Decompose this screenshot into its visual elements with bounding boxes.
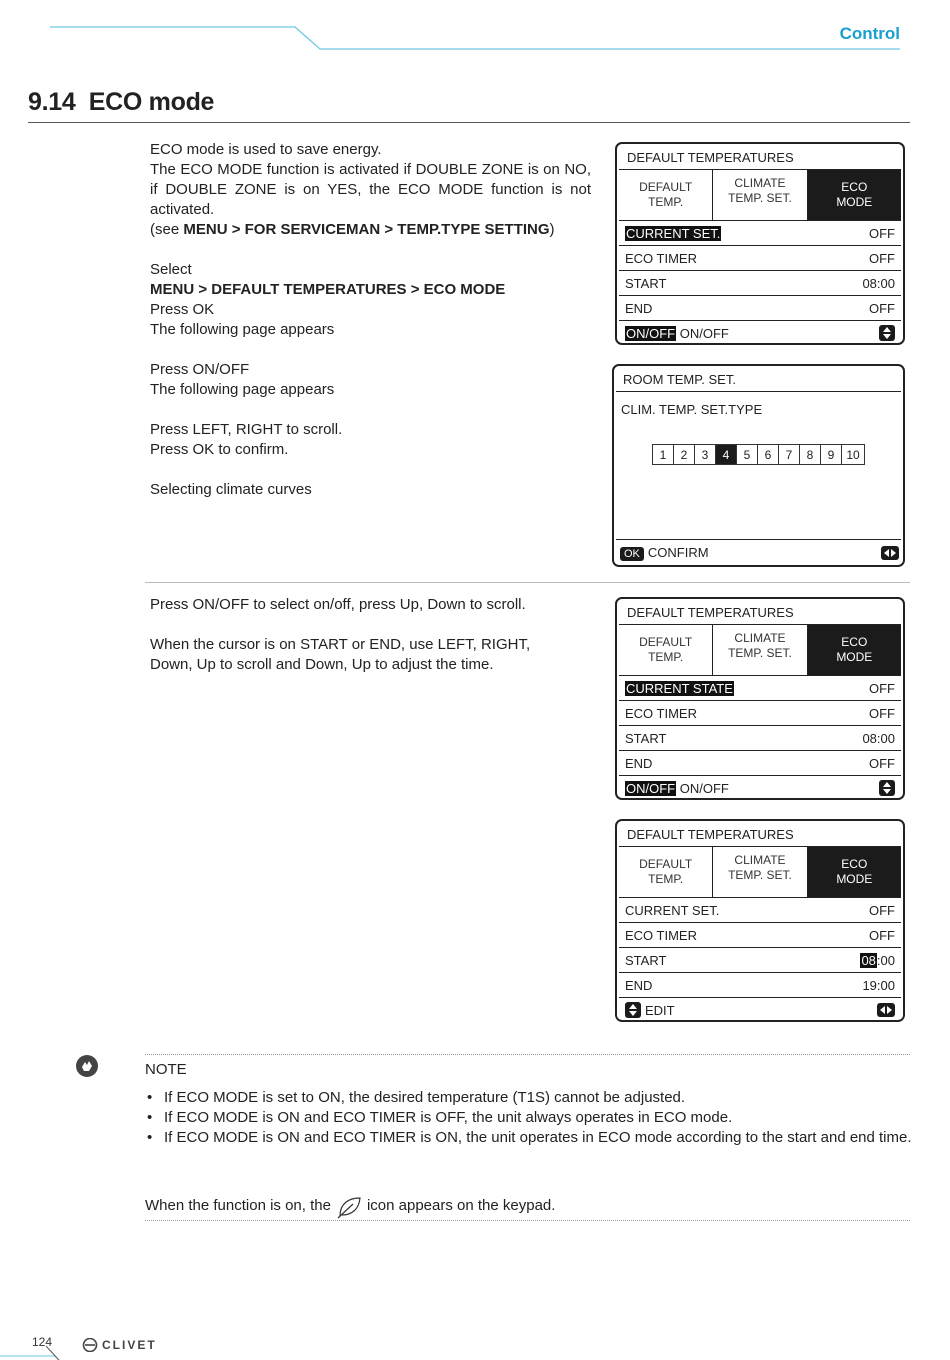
intro-line: ECO mode is used to save energy. [150,141,382,158]
note-item: • If ECO MODE is set to ON, the desired temperature (T1S) cannot be adjusted. [145,1088,915,1108]
row-end[interactable] [619,296,901,321]
title-rule [28,122,910,123]
panel-subtitle: CLIM. TEMP. SET.TYPE [621,402,763,417]
row-end[interactable] [619,751,901,776]
row-value [860,953,895,968]
footer-label: ON/OFF [679,325,729,341]
curve-option[interactable]: 2 [673,444,695,465]
row-label: START [625,952,667,968]
row-value: OFF [869,300,895,316]
curve-option[interactable]: 3 [694,444,716,465]
panel-divider [616,539,901,540]
row-value: OFF [869,680,895,696]
tab-default-temp[interactable]: DEFAULT TEMP. [619,625,713,675]
row-label: END [625,300,653,316]
row-label: CURRENT SET. [625,902,720,918]
curve-option[interactable]: 8 [799,444,821,465]
row-label: ECO TIMER [625,250,697,266]
panel-footer [620,543,899,563]
row-value: OFF [869,225,895,241]
footer-label: ON/OFF [679,780,729,796]
curve-option[interactable]: 7 [778,444,800,465]
select-label: Select [150,261,192,278]
row-label: ECO TIMER [625,927,697,943]
row-end[interactable] [619,973,901,998]
panel-title: ROOM TEMP. SET. [616,366,901,392]
note-hand-icon [74,1053,100,1079]
row-value: OFF [869,755,895,771]
intro-paragraph: The ECO MODE function is activated if DOUBLE ZONE is on NO, if DOUBLE ZONE is on YES, the ECO MODE function is not activated. [150,161,591,218]
note-item: • If ECO MODE is ON and ECO TIMER is OFF, the unit always operates in ECO mode. [145,1108,915,1128]
intro-text [150,140,591,500]
panel-footer [619,321,901,345]
note-list [145,1088,915,1148]
press-ok-confirm-text: Press OK to confirm. [150,441,289,458]
edit-label: EDIT [645,1002,675,1018]
climate-curve-selector [653,444,865,465]
time-cursor[interactable]: 08 [861,952,876,968]
ok-key[interactable]: OK [620,547,644,561]
note-heading: NOTE [145,1061,187,1078]
press-lr-text: Press LEFT, RIGHT to scroll. [150,421,343,438]
section2-text [150,595,570,675]
note-top-rule [145,1054,910,1055]
row-value: 08:00 [862,275,895,291]
tab-climate-temp-set[interactable]: CLIMATE TEMP. SET. [713,625,807,675]
row-label: CURRENT STATE [626,680,733,696]
panel-title: DEFAULT TEMPERATURES [619,144,901,170]
keypad-note-after: icon appears on the keypad. [366,1197,556,1214]
row-label: END [625,755,653,771]
tab-eco-mode[interactable]: ECO MODE [808,847,901,897]
tab-default-temp[interactable]: DEFAULT TEMP. [619,847,713,897]
see-suffix: ) [549,221,555,238]
see-prefix: (see [150,221,184,238]
press-onoff-text: Press ON/OFF [150,361,250,378]
row-label: CURRENT SET. [626,225,721,241]
panel-title: DEFAULT TEMPERATURES [619,599,901,625]
row-eco-timer[interactable] [619,701,901,726]
row-start[interactable] [619,948,901,973]
row-value: OFF [869,927,895,943]
row-eco-timer[interactable] [619,246,901,271]
panel-title: DEFAULT TEMPERATURES [619,821,901,847]
row-label: START [625,730,667,746]
panel-footer [619,776,901,800]
page-number: 124 [32,1335,53,1349]
tab-climate-temp-set[interactable]: CLIMATE TEMP. SET. [713,170,807,220]
row-value: OFF [869,705,895,721]
panel-tabs [619,847,901,898]
row-label: START [625,275,667,291]
curve-option[interactable]: 10 [841,444,865,465]
curve-option[interactable]: 9 [820,444,842,465]
press-ok-text: Press OK [150,301,215,318]
row-eco-timer[interactable] [619,923,901,948]
onoff-key[interactable]: ON/OFF [626,325,676,341]
up-down-arrows-icon[interactable] [625,1002,641,1018]
up-down-arrows-icon[interactable] [879,780,895,796]
curve-option[interactable]: 6 [757,444,779,465]
panel-tabs [619,170,901,221]
time-minutes: :00 [876,952,895,968]
row-value: 19:00 [862,977,895,993]
curve-option[interactable]: 5 [736,444,758,465]
section2-line: When the cursor is on START or END, use LEFT, RIGHT, Down, Up to scroll and Down, Up to adjust the time. [150,636,531,673]
lcd-panel-eco-mode-3 [615,819,905,1022]
section-number: 9.14 [28,88,76,116]
section-title [28,88,214,117]
lcd-panel-room-temp-set [612,364,905,567]
left-right-arrows-icon[interactable] [881,546,899,560]
row-value: OFF [869,250,895,266]
eco-leaf-icon [334,1194,364,1220]
curve-option-selected[interactable]: 4 [715,444,737,465]
row-value: OFF [869,902,895,918]
header-decoration [0,0,950,60]
tab-eco-mode[interactable]: ECO MODE [808,625,901,675]
up-down-arrows-icon[interactable] [879,325,895,341]
row-start[interactable] [619,271,901,296]
tab-default-temp[interactable]: DEFAULT TEMP. [619,170,713,220]
section2-line: Press ON/OFF to select on/off, press Up, Down to scroll. [150,596,526,613]
tab-eco-mode[interactable]: ECO MODE [808,170,901,220]
note-item: • If ECO MODE is ON and ECO TIMER is ON, the unit operates in ECO mode according to the start and end time. [145,1128,915,1148]
keypad-note [145,1194,555,1218]
select-path: MENU > DEFAULT TEMPERATURES > ECO MODE [150,281,506,298]
panel-footer [619,998,901,1022]
footer-decoration [0,1320,80,1360]
panel-tabs [619,625,901,676]
lcd-panel-eco-mode-1 [615,142,905,345]
row-start[interactable] [619,726,901,751]
clivet-logo-icon [82,1338,100,1352]
row-current-state[interactable] [619,676,901,701]
see-path: MENU > FOR SERVICEMAN > TEMP.TYPE SETTING [183,221,550,238]
onoff-key[interactable]: ON/OFF [626,780,676,796]
row-label: END [625,977,653,993]
section-divider [145,582,910,583]
lcd-panel-eco-mode-2 [615,597,905,800]
row-value: 08:00 [862,730,895,746]
section-label: Control [839,24,900,43]
section-heading: ECO mode [88,88,215,116]
confirm-label: CONFIRM [647,545,709,560]
row-label: ECO TIMER [625,705,697,721]
brand-name: CLIVET [102,1338,157,1352]
tab-climate-temp-set[interactable]: CLIMATE TEMP. SET. [713,847,807,897]
row-current-set[interactable] [619,221,901,246]
see-reference [150,220,591,240]
left-right-arrows-icon[interactable] [877,1003,895,1017]
following-text: The following page appears [150,381,335,398]
brand-logo [82,1338,157,1352]
row-current-set[interactable] [619,898,901,923]
curve-option[interactable]: 1 [652,444,674,465]
selecting-curves-text: Selecting climate curves [150,481,312,498]
following-text: The following page appears [150,321,335,338]
note-bottom-rule [145,1220,910,1221]
keypad-note-before: When the function is on, the [145,1197,331,1214]
